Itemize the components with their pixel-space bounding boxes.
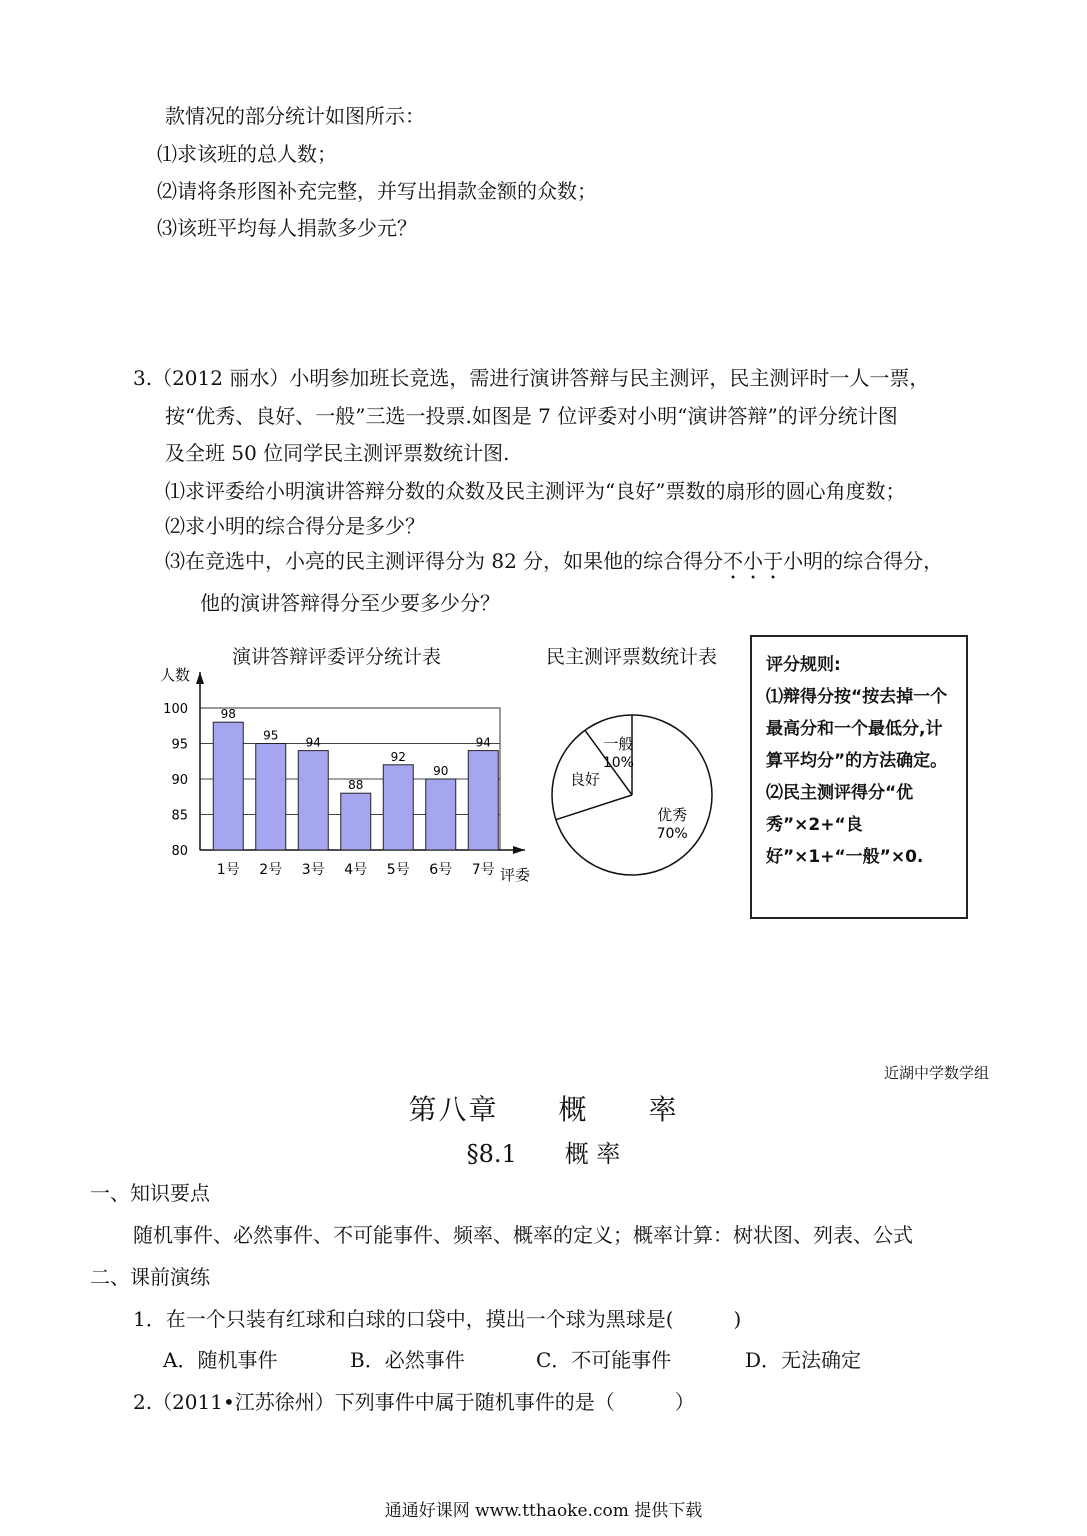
- x-tick-label: 4号: [344, 862, 368, 878]
- rule-1: ⑴辩得分按“按去掉一个最高分和一个最低分,计算平均分”的方法确定。: [766, 687, 948, 771]
- y-tick-label: 95: [171, 737, 188, 753]
- bar: [468, 751, 498, 850]
- bar-chart: [150, 660, 550, 890]
- text-line: 款情况的部分统计如图所示：: [165, 104, 425, 128]
- bar: [213, 722, 243, 850]
- data-label: 92: [390, 749, 406, 764]
- question-1: 1．在一个只装有红球和白球的口袋中，摸出一个球为黑球是( ): [133, 1307, 742, 1331]
- x-axis-arrow: [513, 846, 525, 854]
- problem3-line2: 按“优秀、良好、一般”三选一投票.如图是 7 位评委对小明“演讲答辩”的评分统计图: [165, 404, 898, 428]
- problem3-q1: ⑴求评委给小明演讲答辩分数的众数及民主测评为“良好”票数的扇形的圆心角度数；: [165, 479, 906, 503]
- pie-slice-percent: 10%: [602, 755, 634, 772]
- x-tick-label: 1号: [216, 862, 240, 878]
- x-tick-label: 3号: [301, 862, 325, 878]
- y-tick-label: 90: [171, 773, 188, 788]
- problem3-line1: 3.（2012 丽水）小明参加班长竞选，需进行演讲答辩与民主测评，民主测评时一人一票，: [133, 366, 930, 390]
- x-tick-label: 7号: [471, 862, 495, 878]
- rule-2: ⑵民主测评得分“优秀”×2+“良好”×1+“一般”×0.: [766, 783, 924, 867]
- chapter-title: 第八章 概 率: [408, 1093, 679, 1126]
- school-label: 近湖中学数学组: [884, 1064, 990, 1082]
- option-b: B．必然事件: [350, 1348, 465, 1372]
- question-part-2: ⑵请将条形图补充完整，并写出捐款金额的众数；: [157, 179, 597, 203]
- problem3-q3-cont: 他的演讲答辩得分至少要多少分？: [200, 591, 500, 615]
- bar: [298, 751, 328, 850]
- pie-chart-title: 民主测评票数统计表: [546, 646, 718, 668]
- x-axis-label: 评委: [500, 866, 531, 884]
- option-d: D．无法确定: [745, 1348, 862, 1372]
- pie-slice-percent: 70%: [656, 826, 688, 843]
- rules-box: [750, 635, 968, 919]
- problem3-q3-part-a: ⑶在竞选中，小亮的民主测评得分为 82 分，如果他的综合得分: [165, 549, 724, 573]
- y-tick-label: 100: [163, 702, 188, 717]
- question-part-1: ⑴求该班的总人数；: [157, 142, 337, 166]
- option-c: C．不可能事件: [536, 1348, 672, 1372]
- data-label: 88: [348, 778, 364, 793]
- emphasized-text: 不小于: [723, 549, 784, 573]
- rules-title: 评分规则:: [766, 655, 841, 675]
- pie-chart: [545, 700, 725, 880]
- y-tick-label: 80: [171, 844, 188, 859]
- pie-slice-label: 一般: [603, 735, 634, 754]
- y-axis-arrow: [196, 672, 204, 684]
- part2-heading: 二、课前演练: [90, 1265, 210, 1289]
- data-label: 90: [433, 764, 449, 778]
- y-axis-label: 人数: [160, 666, 191, 684]
- pie-slice-label: 良好: [569, 770, 600, 789]
- problem3-q3-part-b: 小明的综合得分，: [783, 549, 944, 573]
- data-label: 95: [263, 728, 279, 743]
- bar: [426, 779, 456, 850]
- bar: [341, 793, 371, 850]
- part1-heading: 一、知识要点: [90, 1181, 210, 1205]
- problem3-q2: ⑵求小明的综合得分是多少？: [165, 514, 425, 538]
- option-a: A．随机事件: [163, 1348, 278, 1372]
- bar: [383, 765, 413, 850]
- problem3-line3: 及全班 50 位同学民主测评票数统计图.: [165, 441, 510, 465]
- bar-chart-title: 演讲答辩评委评分统计表: [232, 646, 442, 668]
- part1-text: 随机事件、必然事件、不可能事件、频率、概率的定义；概率计算：树状图、列表、公式: [133, 1223, 913, 1247]
- x-tick-label: 5号: [386, 862, 410, 878]
- bar: [256, 744, 286, 851]
- x-tick-label: 6号: [429, 862, 453, 878]
- data-label: 98: [220, 707, 236, 722]
- pie-slice-label: 优秀: [657, 806, 688, 825]
- data-label: 94: [305, 735, 321, 750]
- question-2: 2.（2011•江苏徐州）下列事件中属于随机事件的是（ ）: [133, 1390, 695, 1414]
- data-label: 94: [475, 735, 491, 750]
- question-part-3: ⑶该班平均每人捐款多少元？: [157, 216, 417, 240]
- y-tick-label: 85: [171, 808, 188, 824]
- footer: 通通好课网 www.tthaoke.com 提供下载: [384, 1501, 703, 1521]
- x-tick-label: 2号: [259, 862, 283, 878]
- section-title: §8.1 概 率: [466, 1140, 621, 1168]
- problem3-q3: [165, 548, 943, 584]
